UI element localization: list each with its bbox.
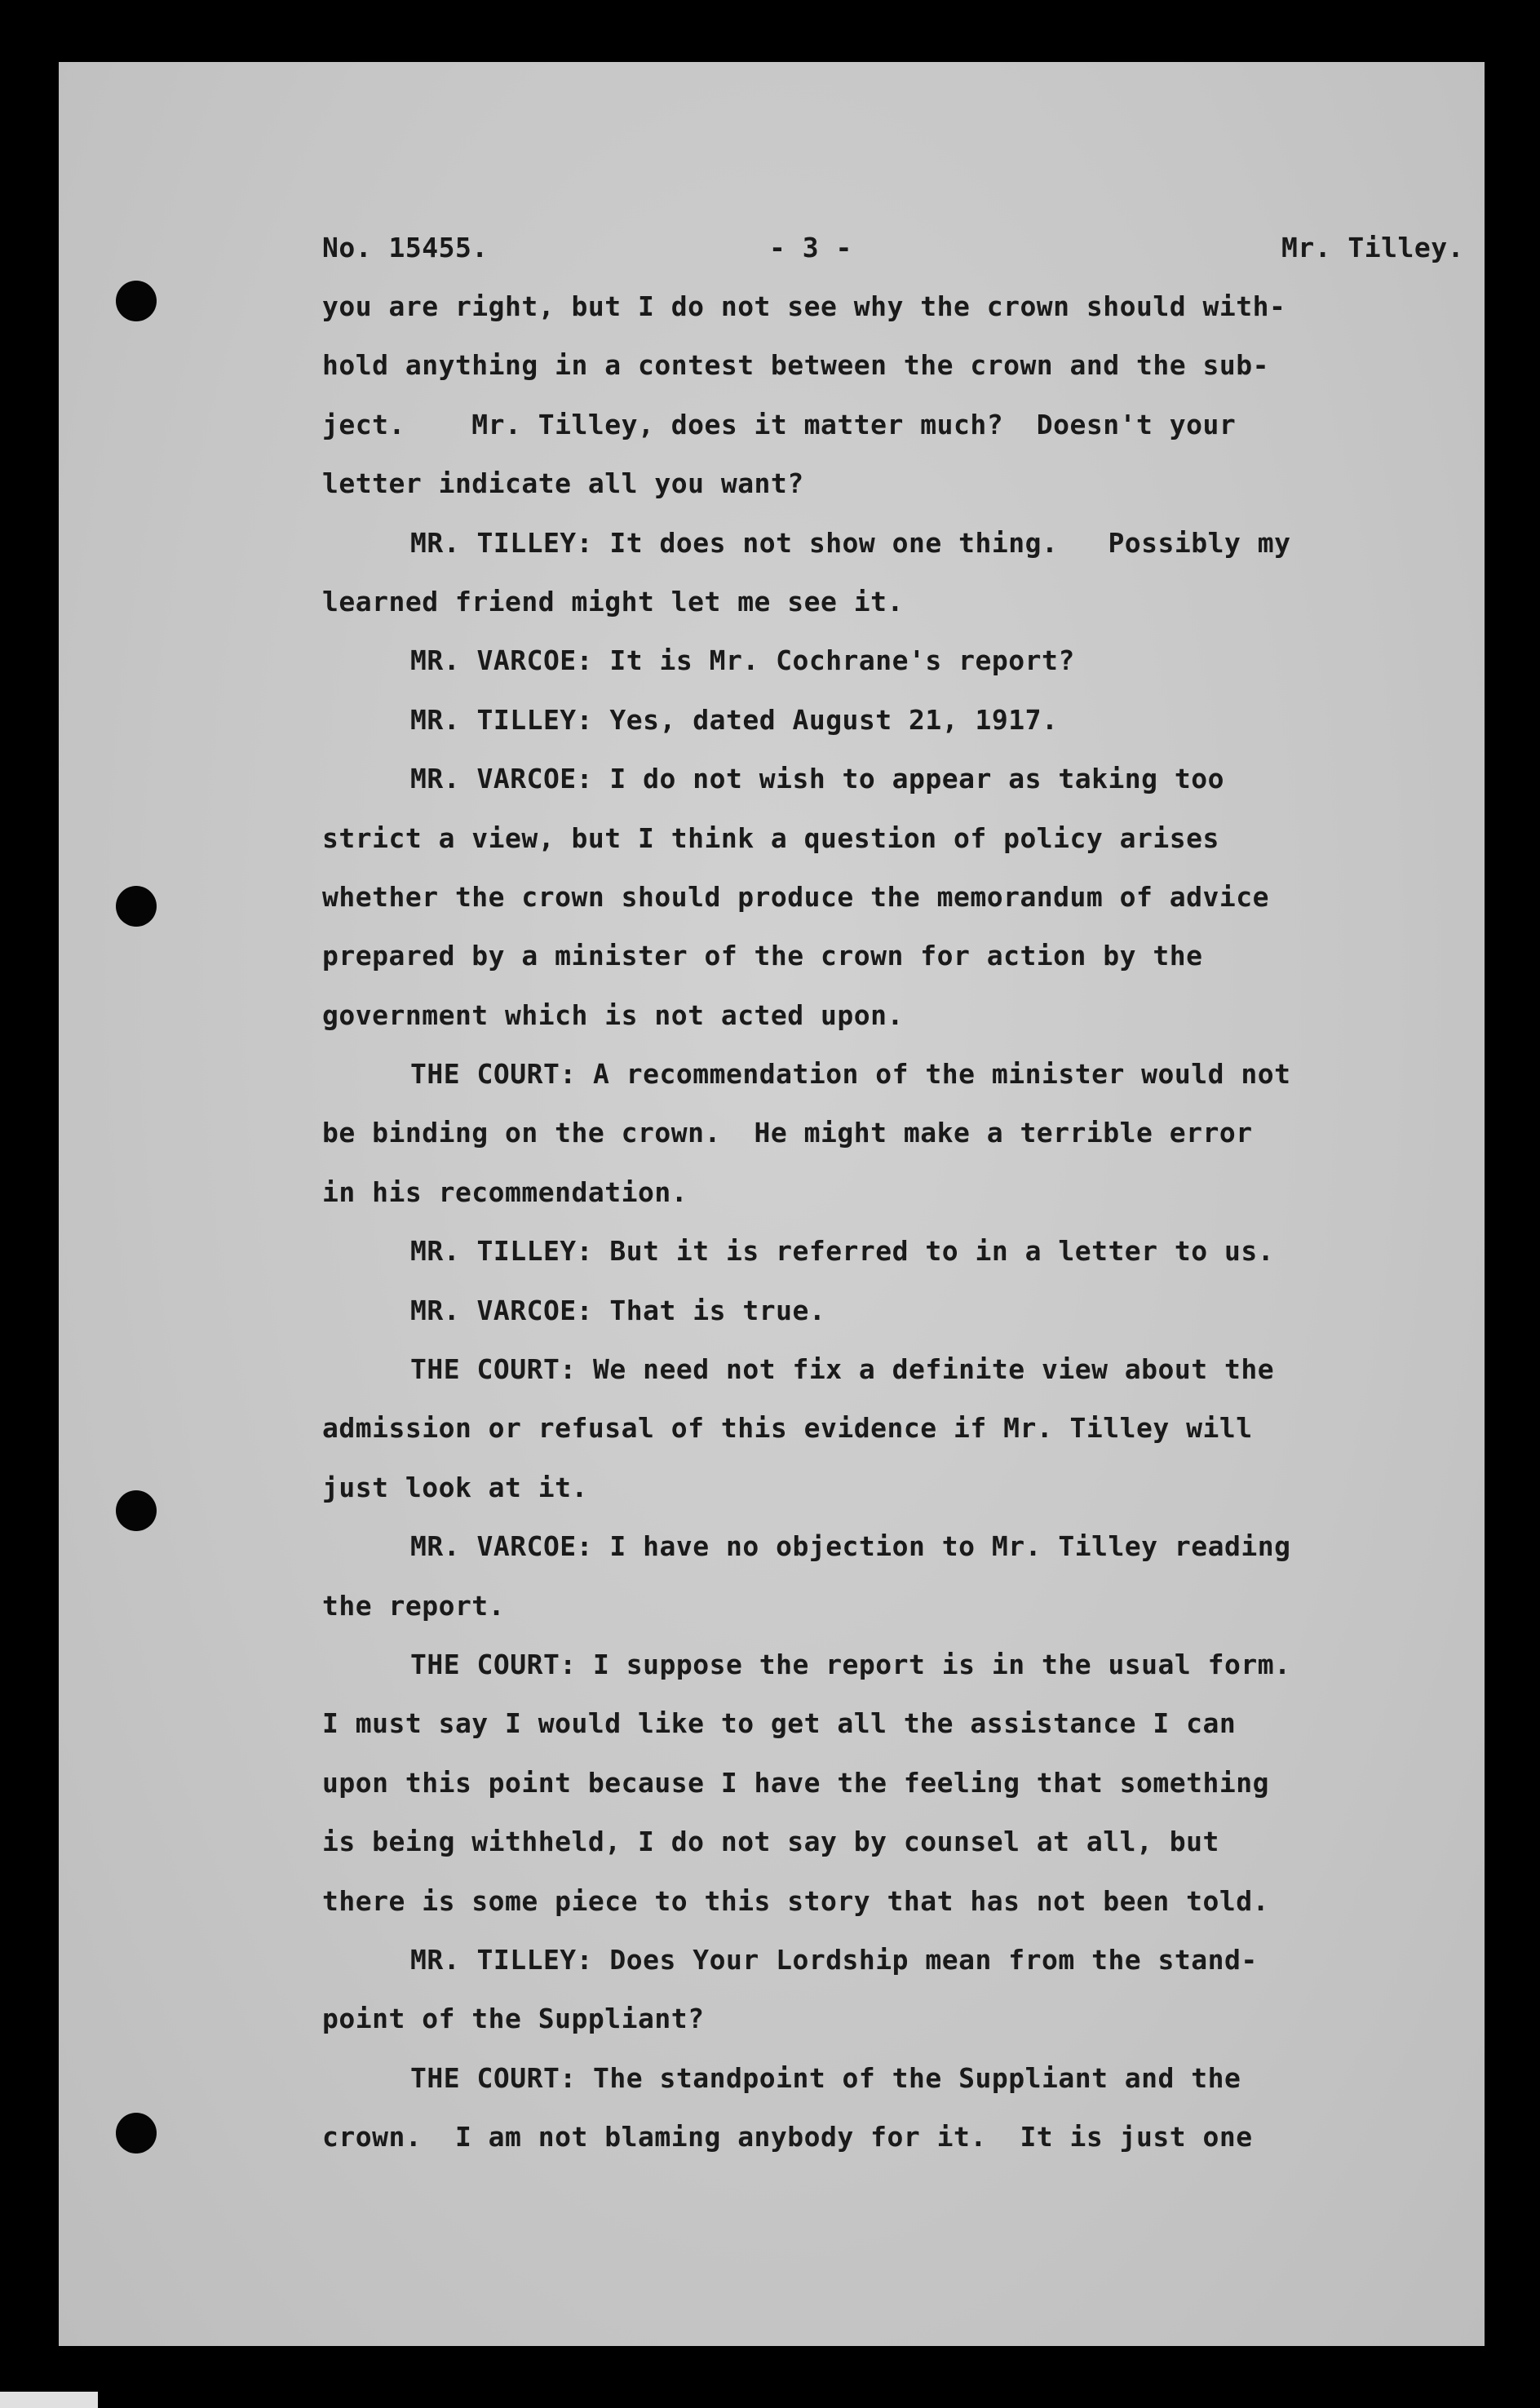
- transcript-line: THE COURT: A recommendation of the minister would not: [410, 1058, 1291, 1091]
- punch-hole: [116, 886, 157, 927]
- punch-hole: [116, 2113, 157, 2153]
- punch-hole: [116, 1490, 157, 1531]
- transcript-line: MR. VARCOE: I have no objection to Mr. Tilley reading: [410, 1530, 1291, 1563]
- page-header: [322, 219, 1464, 277]
- transcript-line: learned friend might let me see it.: [322, 585, 904, 617]
- transcript-line: MR. TILLEY: Does Your Lordship mean from the stand-: [410, 1943, 1258, 1976]
- transcript-line: the report.: [322, 1589, 506, 1622]
- transcript-line: THE COURT: We need not fix a definite view about the: [410, 1353, 1275, 1386]
- transcript-line: I must say I would like to get all the assistance I can: [322, 1707, 1237, 1740]
- transcript-line: MR. TILLEY: Yes, dated August 21, 1917.: [410, 703, 1059, 736]
- transcript-line: MR. TILLEY: But it is referred to in a letter to us.: [410, 1235, 1275, 1268]
- transcript-line: strict a view, but I think a question of policy arises: [322, 821, 1219, 854]
- transcript-line: MR. TILLEY: It does not show one thing. Possibly my: [410, 526, 1291, 559]
- page-number: - 3 -: [769, 232, 852, 263]
- transcript-line: is being withheld, I do not say by counsel at all, but: [322, 1826, 1219, 1858]
- transcript-line: THE COURT: I suppose the report is in the usual form.: [410, 1648, 1291, 1680]
- transcript-line: crown. I am not blaming anybody for it. It is just one: [322, 2121, 1253, 2153]
- transcript-line: you are right, but I do not see why the crown should with-: [322, 290, 1286, 322]
- transcript-line: hold anything in a contest between the crown and the sub-: [322, 349, 1269, 382]
- transcript-line: prepared by a minister of the crown for action by the: [322, 940, 1203, 972]
- case-number: No. 15455.: [322, 232, 489, 263]
- transcript-line: upon this point because I have the feeling that something: [322, 1766, 1269, 1799]
- transcript-body: [322, 219, 1464, 2167]
- transcript-line: point of the Suppliant?: [322, 2003, 705, 2035]
- transcript-line: ject. Mr. Tilley, does it matter much? Doesn't your: [322, 408, 1237, 440]
- transcript-line: government which is not acted upon.: [322, 998, 904, 1031]
- transcript-line: there is some piece to this story that has not been told.: [322, 1884, 1269, 1917]
- transcript-line: THE COURT: The standpoint of the Suppliant and the: [410, 2061, 1241, 2094]
- witness-name: Mr. Tilley.: [1281, 232, 1464, 263]
- transcript-line: MR. VARCOE: That is true.: [410, 1294, 826, 1326]
- transcript-lines: [322, 277, 1464, 2167]
- punch-hole: [116, 281, 157, 321]
- transcript-line: be binding on the crown. He might make a terrible error: [322, 1117, 1253, 1149]
- transcript-line: MR. VARCOE: I do not wish to appear as taking too: [410, 763, 1225, 795]
- transcript-line: letter indicate all you want?: [322, 467, 804, 500]
- transcript-line: admission or refusal of this evidence if Mr. Tilley will: [322, 1412, 1253, 1445]
- transcript-line: just look at it.: [322, 1471, 588, 1503]
- transcript-line: MR. VARCOE: It is Mr. Cochrane's report?: [410, 644, 1075, 677]
- transcript-line: in his recommendation.: [322, 1175, 688, 1208]
- film-edge-mark: [0, 2392, 98, 2408]
- transcript-line: whether the crown should produce the memorandum of advice: [322, 880, 1269, 913]
